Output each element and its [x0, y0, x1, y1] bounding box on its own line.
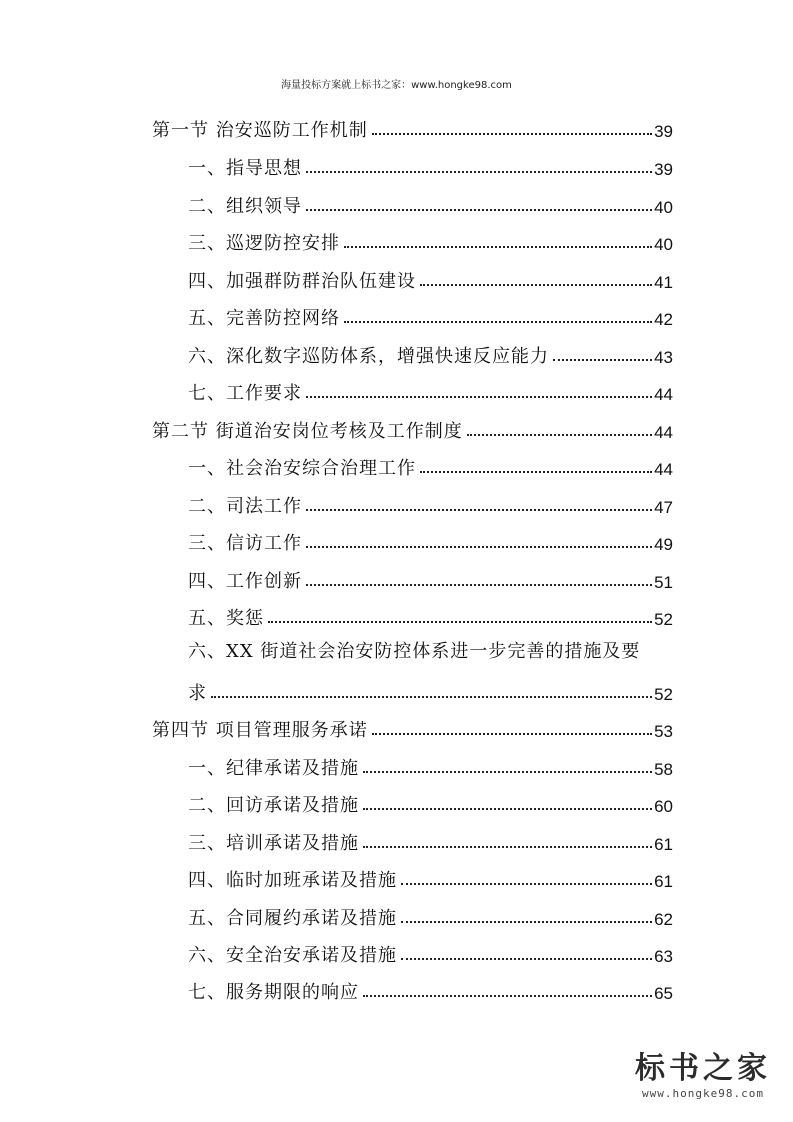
toc-leader: [306, 396, 652, 398]
toc-page-number: 40: [654, 235, 673, 254]
toc-entry-title: 三、巡逻防控安排: [188, 233, 340, 254]
toc-page-number: 49: [654, 535, 673, 554]
toc-page-number: 52: [654, 685, 673, 704]
toc-leader: [372, 733, 652, 735]
toc-leader: [268, 621, 652, 623]
toc-page-number: 44: [654, 423, 673, 442]
toc-entry-title: 一、纪律承诺及措施: [188, 758, 359, 779]
toc-entry[interactable]: [188, 862, 673, 892]
toc-page-number: 62: [654, 910, 673, 929]
toc-page-number: 44: [654, 385, 673, 404]
toc-entry-title: 求: [188, 683, 207, 704]
toc-entry-title: 三、培训承诺及措施: [188, 833, 359, 854]
toc-page-number: 44: [654, 460, 673, 479]
toc-leader: [553, 359, 652, 361]
toc-leader: [306, 546, 652, 548]
watermark-logo: [635, 1043, 771, 1100]
toc-entry[interactable]: [188, 375, 673, 405]
toc-entry[interactable]: [188, 338, 673, 368]
toc-entry-title: 二、司法工作: [188, 496, 302, 517]
toc-entry-title: 六、安全治安承诺及措施: [188, 945, 397, 966]
toc-page-number: 61: [654, 835, 673, 854]
toc-page-number: 47: [654, 498, 673, 517]
toc-entry-title: 四、工作创新: [188, 571, 302, 592]
toc-entry[interactable]: [188, 225, 673, 255]
toc-leader: [344, 246, 652, 248]
toc-leader: [401, 921, 652, 923]
toc-entry-title-line1[interactable]: 六、XX 街道社会治安防控体系进一步完善的措施及要: [188, 641, 641, 662]
toc-page-number: 65: [654, 984, 673, 1003]
toc-leader: [306, 584, 652, 586]
toc-entry-title: 二、组织领导: [188, 196, 302, 217]
toc-leader: [420, 471, 652, 473]
toc-leader: [344, 321, 652, 323]
toc-leader: [420, 284, 652, 286]
toc-leader: [306, 171, 652, 173]
toc-entry[interactable]: [152, 712, 673, 742]
toc-entry-title: 四、临时加班承诺及措施: [188, 870, 397, 891]
toc-leader: [363, 808, 652, 810]
toc-page-number: 63: [654, 947, 673, 966]
toc-page-number: 39: [654, 160, 673, 179]
toc-entry[interactable]: [188, 675, 673, 705]
toc-entry-title: 三、信访工作: [188, 533, 302, 554]
toc-leader: [306, 209, 652, 211]
toc-entry[interactable]: [188, 188, 673, 218]
toc-leader: [363, 771, 652, 773]
toc-entry-title: 七、服务期限的响应: [188, 982, 359, 1003]
toc-entry[interactable]: [188, 488, 673, 518]
toc-leader: [401, 883, 652, 885]
toc-page-number: 40: [654, 198, 673, 217]
toc-entry-title: 五、奖惩: [188, 608, 264, 629]
toc-entry[interactable]: [188, 900, 673, 930]
toc-entry[interactable]: [152, 112, 673, 142]
toc-entry-title: 五、合同履约承诺及措施: [188, 908, 397, 929]
toc-entry[interactable]: [188, 563, 673, 593]
toc-entry-title: 第二节 街道治安岗位考核及工作制度: [152, 421, 463, 442]
toc-entry[interactable]: [188, 600, 673, 630]
toc-entry[interactable]: [188, 450, 673, 480]
toc-page-number: 39: [654, 122, 673, 141]
toc-leader: [363, 995, 652, 997]
toc-page-number: 53: [654, 722, 673, 741]
toc-entry-title: 第四节 项目管理服务承诺: [152, 720, 368, 741]
toc-entry-title: 一、指导思想: [188, 158, 302, 179]
toc-entry-title: 第一节 治安巡防工作机制: [152, 120, 368, 141]
toc-leader: [372, 133, 652, 135]
toc-leader: [467, 434, 652, 436]
toc-entry-title: 五、完善防控网络: [188, 308, 340, 329]
toc-entry[interactable]: [188, 974, 673, 1004]
toc-page-number: 60: [654, 797, 673, 816]
toc-entry[interactable]: [188, 525, 673, 555]
toc-page-number: 61: [654, 872, 673, 891]
toc-entry[interactable]: [152, 413, 673, 443]
toc-entry[interactable]: [188, 300, 673, 330]
logo-url: www.hongke98.com: [642, 1087, 764, 1100]
toc-entry[interactable]: [188, 150, 673, 180]
toc-leader: [306, 509, 652, 511]
toc-entry-title: 七、工作要求: [188, 383, 302, 404]
toc-entry-title: 一、社会治安综合治理工作: [188, 458, 416, 479]
page-header: 海量投标方案就上标书之家：www.hongke98.com: [281, 80, 512, 91]
toc-entry[interactable]: [188, 937, 673, 967]
logo-name: 标书之家: [635, 1051, 771, 1086]
toc-entry-title: 六、深化数字巡防体系，增强快速反应能力: [188, 346, 549, 367]
toc-entry-title: 二、回访承诺及措施: [188, 795, 359, 816]
toc-page-number: 43: [654, 348, 673, 367]
toc-entry[interactable]: [188, 825, 673, 855]
toc-page-number: 41: [654, 273, 673, 292]
toc-page-number: 42: [654, 310, 673, 329]
toc-entry-title: 四、加强群防群治队伍建设: [188, 271, 416, 292]
toc-leader: [401, 958, 652, 960]
toc-page-number: 51: [654, 573, 673, 592]
toc-leader: [363, 846, 652, 848]
toc-page-number: 58: [654, 760, 673, 779]
toc-entry[interactable]: [188, 750, 673, 780]
toc-leader: [211, 696, 652, 698]
toc-entry[interactable]: [188, 787, 673, 817]
toc-entry[interactable]: [188, 263, 673, 293]
toc-page-number: 52: [654, 610, 673, 629]
